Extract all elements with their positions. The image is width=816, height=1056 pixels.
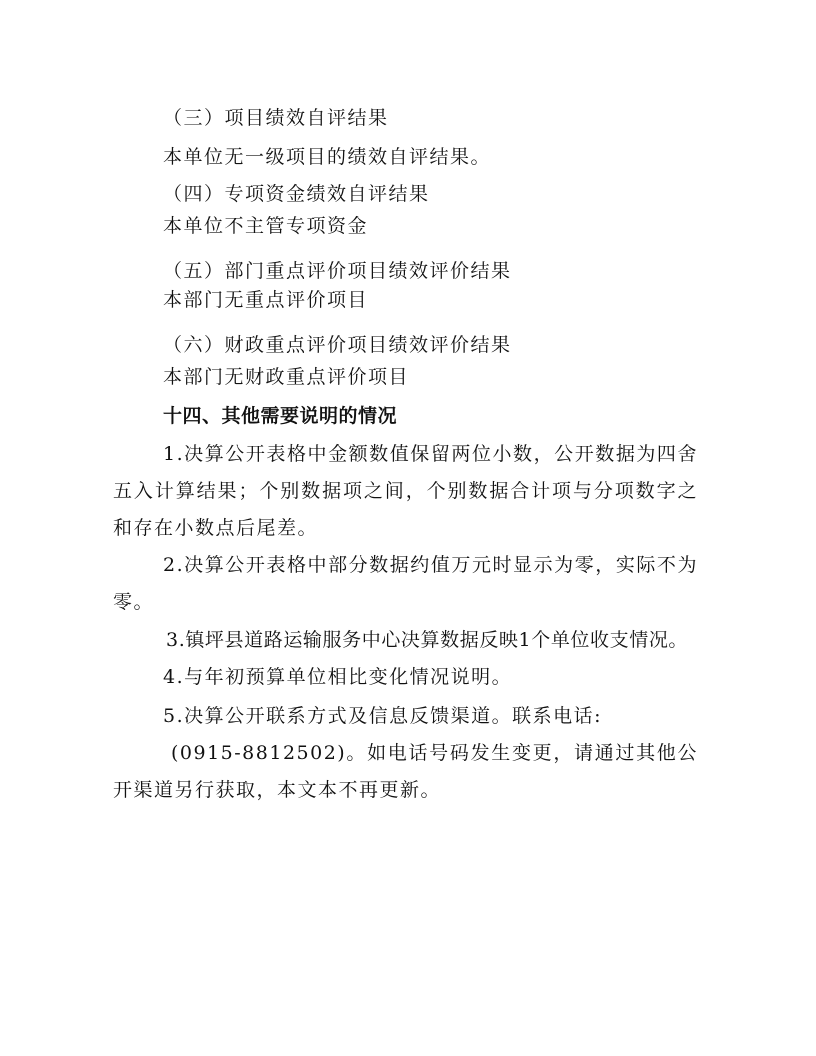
other-item-3: 3.镇坪县道路运输服务中心决算数据反映1个单位收支情况。 xyxy=(166,629,689,651)
other-item-5-continued: (0915-8812502)。如电话号码发生变更，请通过其他公开渠道另行获取，本文本不再更新。 xyxy=(113,742,698,801)
section-5-body: 本部门无重点评价项目 xyxy=(163,289,369,311)
section-6-heading: （六）财政重点评价项目绩效评价结果 xyxy=(163,334,512,356)
section-6-body: 本部门无财政重点评价项目 xyxy=(163,366,410,388)
section-4-body: 本单位不主管专项资金 xyxy=(163,215,369,237)
other-item-5: 5.决算公开联系方式及信息反馈渠道。联系电话: xyxy=(163,705,603,727)
other-item-2: 2.决算公开表格中部分数据约值万元时显示为零，实际不为零。 xyxy=(113,554,698,613)
section-3-body: 本单位无一级项目的绩效自评结果。 xyxy=(163,146,492,168)
other-item-4: 4.与年初预算单位相比变化情况说明。 xyxy=(163,666,513,688)
other-matters-heading: 十四、其他需要说明的情况 xyxy=(163,405,398,427)
other-item-1: 1.决算公开表格中金额数值保留两位小数，公开数据为四舍五入计算结果；个别数据项之间，个别数据合计项与分项数字之和存在小数点后尾差。 xyxy=(113,443,698,539)
section-4-heading: （四）专项资金绩效自评结果 xyxy=(163,183,430,205)
section-3-heading: （三）项目绩效自评结果 xyxy=(163,107,389,129)
section-5-heading: （五）部门重点评价项目绩效评价结果 xyxy=(163,260,512,282)
